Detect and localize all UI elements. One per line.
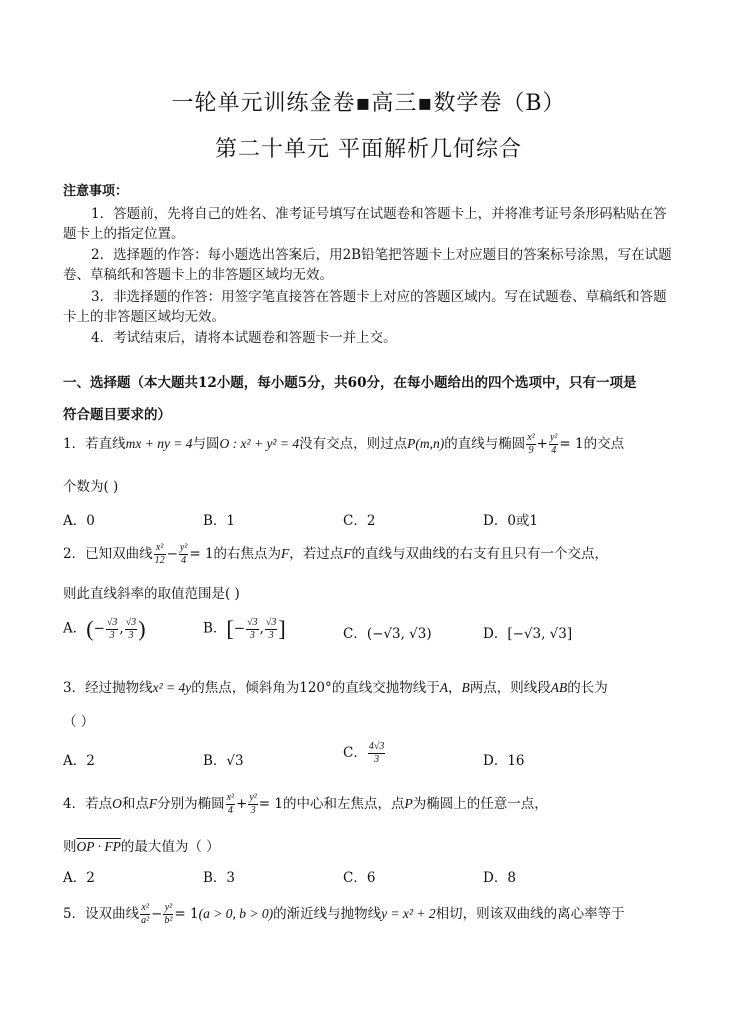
section-heading: 一、选择题（本大题共12小题，每小题5分，共60分，在每小题给出的四个选项中，只有一项是 bbox=[63, 375, 637, 391]
paper-title: 一轮单元训练金卷▪高三▪数学卷（B） bbox=[171, 91, 566, 116]
q3-option-d: D．16 bbox=[483, 753, 525, 769]
q1-option-c: C．2 bbox=[343, 513, 376, 529]
notice-heading: 注意事项： bbox=[63, 184, 129, 199]
notice-item-2: 2．选择题的作答：每小题选出答案后，用2B铅笔把答题卡上对应题目的答案标号涂黑，写在试题卷、草稿纸和答题卡上的非答题区域均无效。 bbox=[63, 247, 672, 283]
unit-title: 第二十单元 平面解析几何综合 bbox=[215, 137, 522, 162]
q3-option-b: B．√3 bbox=[203, 753, 244, 769]
q1-option-d: D．0或1 bbox=[483, 513, 539, 529]
question-1: 1．若直线mx + ny = 4与圆O : x² + y² = 4没有交点，则过点P(m,n)的直线与椭圆 $\frac{\text{x²}}{9}$ + $\frac{\text{y²}}{4}$ = 1的交点 bbox=[63, 432, 625, 456]
q3-option-a: A．2 bbox=[63, 753, 95, 769]
q4-option-d: D．8 bbox=[483, 870, 516, 886]
q1-option-b: B．1 bbox=[203, 513, 236, 529]
q2-option-d: D．[−√3, √3] bbox=[483, 626, 573, 642]
question-4-cont: 则OP · FP的最大值为（ ） bbox=[63, 839, 220, 855]
question-3: 3．经过抛物线x² = 4y的焦点，倾斜角为120°的直线交抛物线于A，B两点，则线段AB的长为 bbox=[63, 680, 608, 696]
q2-option-c: C．(−√3, √3) bbox=[343, 626, 432, 642]
question-2: 2．已知双曲线 $\frac{\text{x²}}{12}$ − $\frac{\text{y²}}{4}$ = 1的右焦点为F，若过点F的直线与双曲线的右支有且只有一个交点， bbox=[63, 542, 609, 566]
q2-option-b: B．[− $\frac{√3}{3}$ , $\frac{√3}{3}$ ] bbox=[203, 616, 286, 641]
q3-option-c: C． $\frac{4√3}{3}$ bbox=[343, 741, 385, 765]
question-2-cont: 则此直线斜率的取值范围是( ) bbox=[63, 586, 240, 602]
question-1-cont: 个数为( ) bbox=[63, 479, 119, 495]
question-3-cont: （ ） bbox=[63, 714, 95, 730]
q4-option-a: A．2 bbox=[63, 870, 95, 886]
question-4: 4．若点O和点F分别为椭圆 $\frac{\text{x²}}{4}$ + $\frac{\text{y²}}{3}$ = 1的中心和左焦点，点P为椭圆上的任意一点， bbox=[63, 792, 548, 816]
q1-option-a: A．0 bbox=[63, 513, 95, 529]
notice-item-3: 3．非选择题的作答：用签字笔直接答在答题卡上对应的答题区域内。写在试题卷、草稿纸和答题卡上的非答题区域均无效。 bbox=[63, 289, 667, 325]
q2-option-a: A．(− $\frac{√3}{3}$ , $\frac{√3}{3}$ ) bbox=[63, 616, 146, 641]
question-5: 5．设双曲线 $\frac{\text{x²}}{\text{a²}}$ − $\frac{\text{y²}}{\text{b²}}$ = 1(a > 0, b > 0)的渐近线与抛物线y = x² + 2相切，则该双曲线的离心率等于 bbox=[63, 902, 625, 926]
notice-item-1: 1．答题前，先将自己的姓名、准考证号填写在试题卷和答题卡上，并将准考证号条形码粘贴在答题卡上的指定位置。 bbox=[63, 206, 667, 242]
notice-item-4: 4．考试结束后，请将本试题卷和答题卡一并上交。 bbox=[91, 330, 397, 346]
section-heading-cont: 符合题目要求的） bbox=[63, 407, 171, 423]
q4-option-b: B．3 bbox=[203, 870, 236, 886]
q4-option-c: C．6 bbox=[343, 870, 376, 886]
